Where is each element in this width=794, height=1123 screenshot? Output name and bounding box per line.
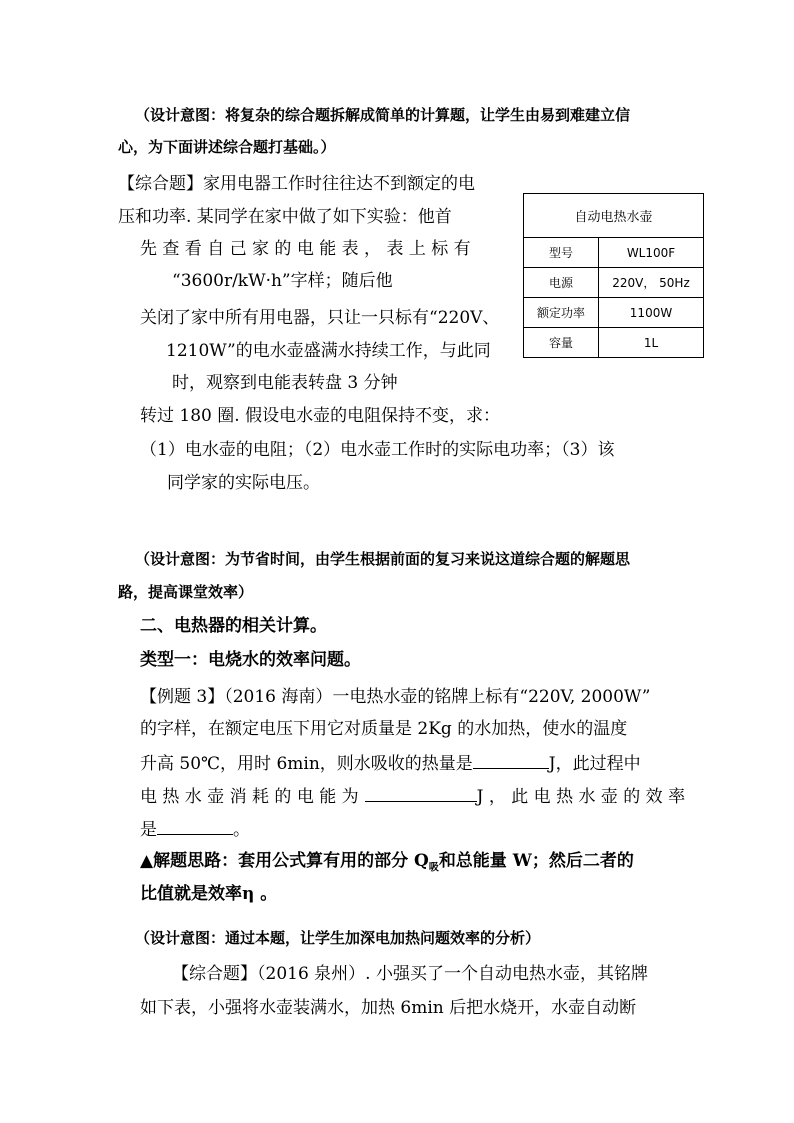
type-heading: 类型一：电烧水的效率问题。 — [140, 650, 361, 670]
spec-value: 220V， 50Hz — [599, 268, 704, 298]
design-note-2-line-2: 路，提高课堂效率） — [118, 583, 254, 601]
problem1-line-7: 时，观察到电能表转盘 3 分钟 — [172, 373, 398, 393]
spec-row — [524, 328, 704, 358]
answer-blank-heat[interactable] — [473, 754, 549, 769]
spec-row — [524, 238, 704, 268]
answer-blank-efficiency[interactable] — [157, 820, 233, 835]
problem1-line-8: 转过 180 圈. 假设电水壶的电阻保持不变，求： — [140, 406, 501, 426]
design-note-1-line-2: 心，为下面讲述综合题打基础。） — [118, 138, 336, 156]
spec-key: 电源 — [524, 268, 599, 298]
spec-row — [524, 268, 704, 298]
spec-value: WL100F — [599, 238, 704, 268]
design-note-2-line-1: （设计意图：为节省时间，由学生根据前面的复习来说这道综合题的解题思 — [135, 550, 631, 568]
design-note-1-line-1: （设计意图：将复杂的综合题拆解成简单的计算题，让学生由易到难建立信 — [135, 106, 631, 124]
problem1-line-4: “3600r/kW·h”字样；随后他 — [172, 271, 393, 291]
approach-line-2: 比值就是效率η 。 — [140, 884, 278, 904]
spec-key: 型号 — [524, 238, 599, 268]
problem1-line-9: （1）电水壶的电阻；（2）电水壶工作时的实际电功率；（3）该 — [140, 440, 615, 460]
spec-table-title: 自动电热水壶 — [524, 194, 704, 238]
problem2-line-2: 如下表，小强将水壶装满水，加热 6min 后把水烧开，水壶自动断 — [140, 998, 637, 1018]
answer-blank-energy[interactable] — [365, 787, 477, 802]
spec-value: 1100W — [599, 298, 704, 328]
problem1-tag: 【综合题】 — [118, 174, 203, 194]
spec-key: 容量 — [524, 328, 599, 358]
problem1-line-10: 同学家的实际电压。 — [167, 473, 320, 493]
example3-line-2: 的字样，在额定电压下用它对质量是 2Kg 的水加热，使水的温度 — [140, 719, 628, 739]
problem1-line-6: 1210W”的电水壶盛满水持续工作，与此同 — [166, 341, 491, 361]
spec-row — [524, 298, 704, 328]
problem1-line-3: 先 查 看 自 己 家 的 电 能 表 ， 表 上 标 有 — [140, 239, 471, 259]
example3-line-1: 【例题 3】（2016 海南）一电热水壶的铭牌上标有“220V, 2000W” — [140, 687, 651, 707]
problem2-tag: 【综合题】 — [172, 964, 257, 984]
kettle-spec-table — [523, 193, 704, 358]
problem1-line-2: 压和功率. 某同学在家中做了如下实验：他首 — [118, 207, 452, 227]
example3-line-5: 是 。 — [140, 820, 250, 840]
example3-tag: 【例题 3】 — [140, 687, 225, 707]
problem1-line-5: 关闭了家中所有用电器，只让一只标有“220V、 — [140, 308, 500, 328]
design-note-3: （设计意图：通过本题，让学生加深电加热问题效率的分析） — [135, 929, 541, 947]
example3-line-3: 升高 50℃，用时 6min，则水吸收的热量是 J，此过程中 — [140, 754, 641, 774]
example3-line-4: 电 热 水 壶 消 耗 的 电 能 为 J ， 此 电 热 水 壶 的 效 率 — [140, 787, 686, 807]
approach-line-1: ▲解题思路：套用公式算有用的部分 $Q_吸$和总能量 W；然后二者的 — [140, 851, 634, 874]
spec-key: 额定功率 — [524, 298, 599, 328]
problem2-line-1: 【综合题】（2016 泉州）. 小强买了一个自动电热水壶，其铭牌 — [172, 964, 648, 984]
spec-value: 1L — [599, 328, 704, 358]
problem1-line-1: 【综合题】家用电器工作时往往达不到额定的电 — [118, 174, 475, 194]
section-heading: 二、电热器的相关计算。 — [140, 616, 327, 636]
